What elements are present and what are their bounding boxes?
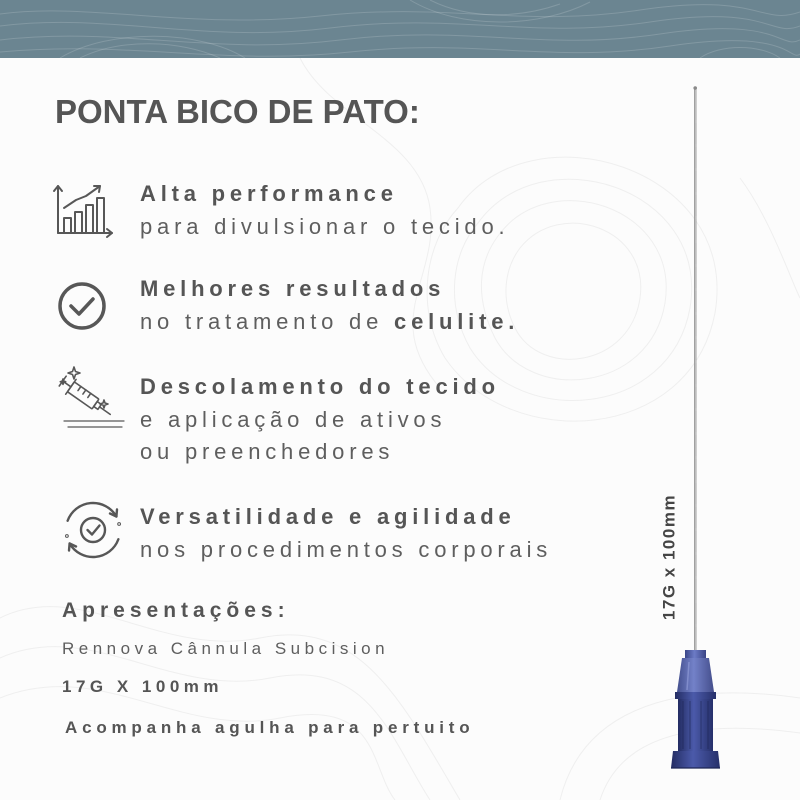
growth-chart-icon — [52, 180, 118, 240]
feature-description: nos procedimentos corporais — [140, 536, 553, 562]
feature-description-line-2: ou preenchedores — [140, 439, 395, 464]
feature-description-line-1: e aplicação de ativos — [140, 406, 447, 432]
feature-title: Alta performance — [140, 181, 398, 206]
feature-results — [140, 273, 519, 338]
page-title: PONTA BICO DE PATO: — [55, 93, 420, 130]
product-note: Acompanha agulha para pertuito — [65, 718, 475, 737]
feature-emphasis: celulite. — [394, 308, 520, 334]
feature-title: Descolamento do tecido — [140, 374, 500, 399]
cannula-image — [640, 80, 740, 780]
cycle-check-icon — [62, 498, 126, 562]
top-band — [0, 0, 800, 58]
feature-description — [140, 306, 519, 339]
feature-description-text: no tratamento de — [140, 308, 395, 334]
feature-description: para divulsionar o tecido. — [140, 213, 510, 239]
feature-title: Melhores resultados — [140, 276, 446, 301]
band-topographic-pattern — [0, 0, 800, 58]
product-spec: 17G X 100mm — [62, 677, 224, 696]
feature-performance — [140, 178, 509, 243]
cannula-size-label: 17G x 100mm — [659, 493, 679, 621]
feature-title: Versatilidade e agilidade — [140, 504, 516, 529]
cannula-needle — [693, 86, 697, 654]
feature-versatility — [140, 501, 552, 566]
feature-detachment — [140, 371, 500, 469]
presentation-heading: Apresentações: — [62, 599, 290, 622]
check-circle-icon — [56, 280, 108, 332]
cannula-hub — [671, 650, 720, 768]
syringe-icon — [52, 366, 128, 432]
product-name: Rennova Cânnula Subcision — [62, 639, 390, 658]
